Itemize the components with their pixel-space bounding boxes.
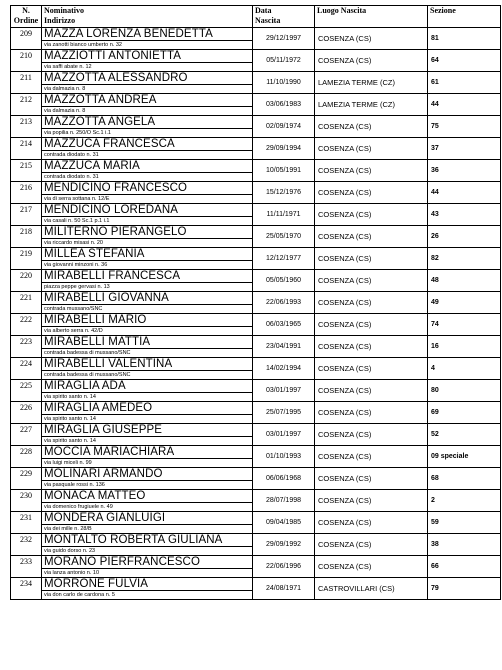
birth-date-cell: 15/12/1976 bbox=[253, 182, 315, 204]
header-nominativo bbox=[42, 6, 253, 28]
ordine-cell: 212 bbox=[11, 94, 42, 116]
nominativo-cell bbox=[42, 204, 253, 226]
birth-date-cell: 03/01/1997 bbox=[253, 424, 315, 446]
person-name: MENDICINO LOREDANA bbox=[42, 204, 252, 217]
table-row bbox=[11, 380, 501, 402]
person-address: via spirito santo n. 14 bbox=[44, 438, 96, 444]
header-nominativo-line2: Indirizzo bbox=[44, 16, 76, 25]
section-cell: 36 bbox=[428, 160, 501, 182]
birth-date-cell: 22/06/1993 bbox=[253, 292, 315, 314]
birth-place-cell: LAMEZIA TERME (CZ) bbox=[315, 94, 428, 116]
nominativo-cell bbox=[42, 292, 253, 314]
person-name: MAZZIOTTI ANTONIETTA bbox=[42, 50, 252, 63]
nominativo-cell bbox=[42, 160, 253, 182]
person-name: MIRABELLI GIOVANNA bbox=[42, 292, 252, 305]
birth-place-cell: COSENZA (CS) bbox=[315, 226, 428, 248]
ordine-cell: 216 bbox=[11, 182, 42, 204]
person-name: MAZZOTTA ANGELA bbox=[42, 116, 252, 129]
person-name: MOCCIA MARIACHIARA bbox=[42, 446, 252, 459]
nominativo-cell bbox=[42, 116, 253, 138]
person-address: via domenico frugiuele n. 49 bbox=[44, 504, 113, 510]
nominativo-cell bbox=[42, 138, 253, 160]
birth-place-cell: COSENZA (CS) bbox=[315, 138, 428, 160]
person-address: via zanotti bianco umberto n. 32 bbox=[44, 42, 122, 48]
table-row bbox=[11, 358, 501, 380]
ordine-cell: 210 bbox=[11, 50, 42, 72]
nominativo-cell bbox=[42, 468, 253, 490]
nominativo-cell bbox=[42, 578, 253, 600]
header-luogo-nascita bbox=[315, 6, 428, 28]
person-address: via saffi abate n. 12 bbox=[44, 64, 92, 70]
birth-place-cell: COSENZA (CS) bbox=[315, 336, 428, 358]
table-row bbox=[11, 248, 501, 270]
nominativo-cell bbox=[42, 402, 253, 424]
table-row bbox=[11, 490, 501, 512]
birth-place-cell: COSENZA (CS) bbox=[315, 358, 428, 380]
section-cell: 80 bbox=[428, 380, 501, 402]
birth-date-cell: 14/02/1994 bbox=[253, 358, 315, 380]
birth-place-cell: COSENZA (CS) bbox=[315, 28, 428, 50]
section-cell: 68 bbox=[428, 468, 501, 490]
nominativo-cell bbox=[42, 358, 253, 380]
section-cell: 82 bbox=[428, 248, 501, 270]
person-name: MAZZOTTA ANDREA bbox=[42, 94, 252, 107]
person-name: MILLEA STEFANIA bbox=[42, 248, 252, 261]
ordine-cell: 226 bbox=[11, 402, 42, 424]
person-name: MENDICINO FRANCESCO bbox=[42, 182, 252, 195]
ordine-cell: 230 bbox=[11, 490, 42, 512]
section-cell: 38 bbox=[428, 534, 501, 556]
table-row bbox=[11, 160, 501, 182]
section-cell: 2 bbox=[428, 490, 501, 512]
section-cell: 44 bbox=[428, 94, 501, 116]
birth-place-cell: COSENZA (CS) bbox=[315, 446, 428, 468]
nominativo-cell bbox=[42, 94, 253, 116]
section-cell: 52 bbox=[428, 424, 501, 446]
nominativo-cell bbox=[42, 270, 253, 292]
person-address: via don carlo de cardona n. 5 bbox=[44, 592, 115, 598]
birth-date-cell: 06/06/1968 bbox=[253, 468, 315, 490]
table-row bbox=[11, 446, 501, 468]
ordine-cell: 229 bbox=[11, 468, 42, 490]
person-name: MONDERA GIANLUIGI bbox=[42, 512, 252, 525]
person-name: MORRONE FULVIA bbox=[42, 578, 252, 591]
person-address: via guido dorso n. 23 bbox=[44, 548, 96, 554]
birth-place-cell: COSENZA (CS) bbox=[315, 50, 428, 72]
person-address: via dalmazia n. 8 bbox=[44, 108, 86, 114]
header-sezione-label: Sezione bbox=[430, 6, 456, 15]
birth-place-cell: CASTROVILLARI (CS) bbox=[315, 578, 428, 600]
nominativo-cell bbox=[42, 248, 253, 270]
table-row bbox=[11, 28, 501, 50]
birth-date-cell: 22/06/1996 bbox=[253, 556, 315, 578]
section-cell: 81 bbox=[428, 28, 501, 50]
table-row bbox=[11, 336, 501, 358]
section-cell: 26 bbox=[428, 226, 501, 248]
birth-place-cell: COSENZA (CS) bbox=[315, 468, 428, 490]
birth-place-cell: COSENZA (CS) bbox=[315, 424, 428, 446]
birth-date-cell: 02/09/1974 bbox=[253, 116, 315, 138]
section-cell: 44 bbox=[428, 182, 501, 204]
ordine-cell: 214 bbox=[11, 138, 42, 160]
nominativo-cell bbox=[42, 182, 253, 204]
header-ordine bbox=[11, 6, 42, 28]
nominativo-cell bbox=[42, 226, 253, 248]
table-row bbox=[11, 138, 501, 160]
person-address: via dei mille n. 28/B bbox=[44, 526, 92, 532]
person-name: MORANO PIERFRANCESCO bbox=[42, 556, 252, 569]
header-luogo: Luogo Nascita bbox=[317, 6, 367, 15]
birth-date-cell: 06/03/1965 bbox=[253, 314, 315, 336]
birth-date-cell: 23/04/1991 bbox=[253, 336, 315, 358]
birth-place-cell: COSENZA (CS) bbox=[315, 490, 428, 512]
ordine-cell: 231 bbox=[11, 512, 42, 534]
person-name: MIRAGLIA ADA bbox=[42, 380, 252, 393]
nominativo-cell bbox=[42, 50, 253, 72]
person-address: contrada mussano/SNC bbox=[44, 306, 103, 312]
section-cell: 75 bbox=[428, 116, 501, 138]
section-cell: 37 bbox=[428, 138, 501, 160]
ordine-cell: 227 bbox=[11, 424, 42, 446]
person-name: MONTALTO ROBERTA GIULIANA bbox=[42, 534, 252, 547]
header-ordine-line2: Ordine bbox=[13, 16, 39, 25]
person-name: MOLINARI ARMANDO bbox=[42, 468, 252, 481]
ordine-cell: 220 bbox=[11, 270, 42, 292]
person-name: MAZZUCA MARIA bbox=[42, 160, 252, 173]
electors-table bbox=[10, 5, 501, 600]
table-row bbox=[11, 534, 501, 556]
nominativo-cell bbox=[42, 534, 253, 556]
table-row bbox=[11, 424, 501, 446]
person-address: via riccardo misasi n. 20 bbox=[44, 240, 103, 246]
ordine-cell: 218 bbox=[11, 226, 42, 248]
section-cell: 49 bbox=[428, 292, 501, 314]
nominativo-cell bbox=[42, 490, 253, 512]
table-row bbox=[11, 314, 501, 336]
ordine-cell: 232 bbox=[11, 534, 42, 556]
table-row bbox=[11, 402, 501, 424]
person-name: MONACA MATTEO bbox=[42, 490, 252, 503]
birth-place-cell: COSENZA (CS) bbox=[315, 512, 428, 534]
table-row bbox=[11, 50, 501, 72]
table-row bbox=[11, 182, 501, 204]
birth-place-cell: COSENZA (CS) bbox=[315, 380, 428, 402]
person-address: via di serra sottana n. 12/E bbox=[44, 196, 110, 202]
person-address: contrada badessa di mussano/SNC bbox=[44, 372, 131, 378]
section-cell: 59 bbox=[428, 512, 501, 534]
table-row bbox=[11, 94, 501, 116]
birth-date-cell: 09/04/1985 bbox=[253, 512, 315, 534]
birth-date-cell: 28/07/1998 bbox=[253, 490, 315, 512]
ordine-cell: 215 bbox=[11, 160, 42, 182]
birth-place-cell: COSENZA (CS) bbox=[315, 314, 428, 336]
ordine-cell: 219 bbox=[11, 248, 42, 270]
birth-date-cell: 29/09/1992 bbox=[253, 534, 315, 556]
birth-date-cell: 10/05/1991 bbox=[253, 160, 315, 182]
ordine-cell: 224 bbox=[11, 358, 42, 380]
birth-place-cell: COSENZA (CS) bbox=[315, 116, 428, 138]
birth-place-cell: COSENZA (CS) bbox=[315, 292, 428, 314]
table-row bbox=[11, 270, 501, 292]
ordine-cell: 221 bbox=[11, 292, 42, 314]
person-name: MAZZA LORENZA BENEDETTA bbox=[42, 28, 252, 41]
ordine-cell: 223 bbox=[11, 336, 42, 358]
ordine-cell: 225 bbox=[11, 380, 42, 402]
birth-place-cell: COSENZA (CS) bbox=[315, 204, 428, 226]
person-address: via popilia n. 250/O Sc.1 i.1 bbox=[44, 130, 111, 136]
birth-place-cell: COSENZA (CS) bbox=[315, 160, 428, 182]
section-cell: 16 bbox=[428, 336, 501, 358]
header-data-line1: Data bbox=[255, 6, 272, 15]
birth-place-cell: COSENZA (CS) bbox=[315, 182, 428, 204]
table-row bbox=[11, 292, 501, 314]
header-nominativo-line1: Nominativo bbox=[44, 6, 84, 15]
person-address: via dalmazia n. 8 bbox=[44, 86, 86, 92]
section-cell: 74 bbox=[428, 314, 501, 336]
header-data-nascita bbox=[253, 6, 315, 28]
section-cell: 48 bbox=[428, 270, 501, 292]
nominativo-cell bbox=[42, 28, 253, 50]
table-row bbox=[11, 226, 501, 248]
section-cell: 69 bbox=[428, 402, 501, 424]
section-cell: 43 bbox=[428, 204, 501, 226]
header-ordine-line1: N. bbox=[22, 6, 30, 15]
person-address: via spirito santo n. 14 bbox=[44, 416, 96, 422]
ordine-cell: 234 bbox=[11, 578, 42, 600]
person-address: via casali n. 50 Sc.1 p.1 i.1 bbox=[44, 218, 110, 224]
birth-date-cell: 12/12/1977 bbox=[253, 248, 315, 270]
nominativo-cell bbox=[42, 512, 253, 534]
nominativo-cell bbox=[42, 556, 253, 578]
table-row bbox=[11, 72, 501, 94]
ordine-cell: 217 bbox=[11, 204, 42, 226]
nominativo-cell bbox=[42, 380, 253, 402]
birth-place-cell: COSENZA (CS) bbox=[315, 556, 428, 578]
table-row bbox=[11, 512, 501, 534]
table-row bbox=[11, 578, 501, 600]
birth-place-cell: COSENZA (CS) bbox=[315, 534, 428, 556]
person-address: via spirito santo n. 14 bbox=[44, 394, 96, 400]
person-name: MAZZUCA FRANCESCA bbox=[42, 138, 252, 151]
nominativo-cell bbox=[42, 336, 253, 358]
birth-place-cell: COSENZA (CS) bbox=[315, 270, 428, 292]
birth-date-cell: 29/09/1994 bbox=[253, 138, 315, 160]
ordine-cell: 213 bbox=[11, 116, 42, 138]
birth-date-cell: 03/06/1983 bbox=[253, 94, 315, 116]
person-address: contrada badessa di mussano/SNC bbox=[44, 350, 131, 356]
section-cell: 4 bbox=[428, 358, 501, 380]
person-name: MILITERNO PIERANGELO bbox=[42, 226, 252, 239]
person-name: MIRAGLIA AMEDEO bbox=[42, 402, 252, 415]
person-address: via luigi miceli n. 99 bbox=[44, 460, 92, 466]
section-cell: 09 speciale bbox=[428, 446, 501, 468]
person-name: MIRABELLI VALENTINA bbox=[42, 358, 252, 371]
table-header bbox=[11, 6, 501, 28]
table-row bbox=[11, 468, 501, 490]
birth-date-cell: 11/11/1971 bbox=[253, 204, 315, 226]
section-cell: 79 bbox=[428, 578, 501, 600]
person-address: via giovanni minzoni n. 36 bbox=[44, 262, 108, 268]
person-name: MIRAGLIA GIUSEPPE bbox=[42, 424, 252, 437]
header-data-line2: Nascita bbox=[255, 16, 281, 25]
birth-date-cell: 11/10/1990 bbox=[253, 72, 315, 94]
table-row bbox=[11, 556, 501, 578]
nominativo-cell bbox=[42, 72, 253, 94]
person-address: via alberto serra n. 42/D bbox=[44, 328, 103, 334]
birth-date-cell: 24/08/1971 bbox=[253, 578, 315, 600]
person-address: piazza peppe gervasi n. 13 bbox=[44, 284, 110, 290]
ordine-cell: 209 bbox=[11, 28, 42, 50]
table-row bbox=[11, 116, 501, 138]
person-name: MIRABELLI MATTIA bbox=[42, 336, 252, 349]
nominativo-cell bbox=[42, 314, 253, 336]
table-body bbox=[11, 28, 501, 600]
header-sezione bbox=[428, 6, 501, 28]
birth-date-cell: 01/10/1993 bbox=[253, 446, 315, 468]
person-name: MIRABELLI MARIO bbox=[42, 314, 252, 327]
person-name: MAZZOTTA ALESSANDRO bbox=[42, 72, 252, 85]
person-address: via pasquale rossi n. 136 bbox=[44, 482, 105, 488]
birth-place-cell: LAMEZIA TERME (CZ) bbox=[315, 72, 428, 94]
birth-date-cell: 05/05/1960 bbox=[253, 270, 315, 292]
birth-place-cell: COSENZA (CS) bbox=[315, 402, 428, 424]
birth-date-cell: 29/12/1997 bbox=[253, 28, 315, 50]
person-address: contrada diodato n. 31 bbox=[44, 152, 99, 158]
person-name: MIRABELLI FRANCESCA bbox=[42, 270, 252, 283]
birth-date-cell: 03/01/1997 bbox=[253, 380, 315, 402]
birth-place-cell: COSENZA (CS) bbox=[315, 248, 428, 270]
birth-date-cell: 05/11/1972 bbox=[253, 50, 315, 72]
birth-date-cell: 25/05/1970 bbox=[253, 226, 315, 248]
ordine-cell: 233 bbox=[11, 556, 42, 578]
section-cell: 66 bbox=[428, 556, 501, 578]
ordine-cell: 222 bbox=[11, 314, 42, 336]
nominativo-cell bbox=[42, 424, 253, 446]
birth-date-cell: 25/07/1995 bbox=[253, 402, 315, 424]
section-cell: 61 bbox=[428, 72, 501, 94]
section-cell: 64 bbox=[428, 50, 501, 72]
table-row bbox=[11, 204, 501, 226]
person-address: contrada diodato n. 31 bbox=[44, 174, 99, 180]
person-address: via lanza antonio n. 10 bbox=[44, 570, 100, 576]
ordine-cell: 211 bbox=[11, 72, 42, 94]
nominativo-cell bbox=[42, 446, 253, 468]
ordine-cell: 228 bbox=[11, 446, 42, 468]
